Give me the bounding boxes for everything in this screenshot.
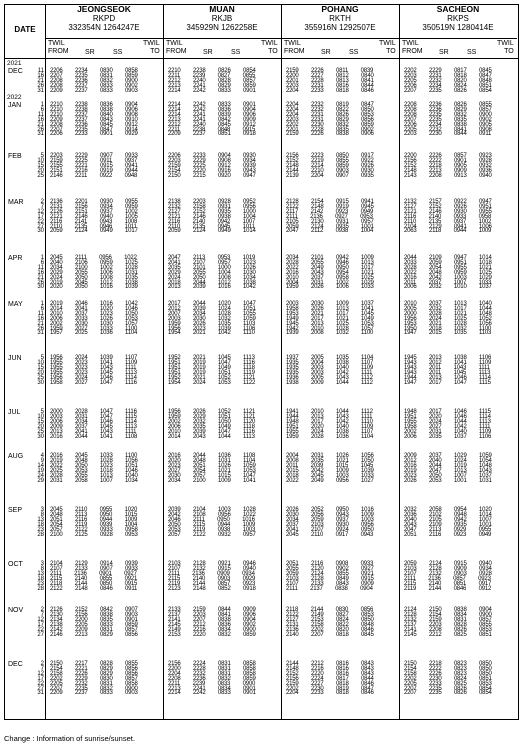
station-times: 2016 2045 1033 1100 2019 2048 1028 1056 2022 2050 1023 1051 2025 2053 1018 1046 2028 2055 1013 1040 2031 2058 1007 1034 [50,453,138,484]
day-numbers: 1 6 11 16 21 26 31 [37,301,44,337]
month-block [5,301,518,351]
station-times: 2159 2226 0811 0839 2200 2227 0812 0840 2201 2228 0813 0841 2203 2231 0816 0844 2204 2233 0818 0846 [286,68,374,94]
station-header [45,5,163,32]
station-times: 2132 2157 0922 0947 2127 2152 0926 0951 2121 2146 0930 0955 2116 2140 0933 0958 2110 2135 0937 1002 2104 2129 0941 1006 2063 2118 0944 1009 [404,199,492,235]
subheader-twil-from: TWIL FROM [166,40,187,55]
subheader-ss: SS [231,49,241,56]
station-times: 2126 2152 0842 0907 2130 2156 0838 0903 2134 2200 0835 0901 2138 2205 0833 0859 2142 2209 0831 0857 2146 2213 0829 0856 [50,607,138,638]
month-label: MAR [8,199,24,206]
subheader-ss: SS [349,49,359,56]
station-times: 2128 2154 0915 0941 2122 2148 0919 0945 2117 2142 0923 0949 2111 2136 0927 0953 2105 2130 0931 0957 2059 2124 0935 1001 2047 2112 0938 1004 [286,199,374,235]
day-numbers: 3 8 13 18 23 28 [37,561,44,592]
table-header [5,5,518,59]
station-times: 1956 2024 1039 1107 1955 2023 1041 1109 1955 2023 1043 1111 1955 2023 1045 1113 1956 2024 1046 1114 1958 2027 1047 1116 [50,355,138,386]
year-label: 2021 [7,60,22,67]
sunrise-sunset-table [4,4,519,720]
subheader-sr: SR [203,49,213,56]
day-numbers: 4 9 14 19 24 29 [37,453,44,484]
subheader-twil-to: TWIL TO [261,40,278,55]
day-numbers: 5 10 15 20 25 [37,153,44,179]
station-times: 2039 2104 1003 1028 2042 2108 0956 1022 2046 2111 0950 1016 2050 2115 0944 1009 2053 2119 0938 1003 2057 2122 0932 0957 [168,507,256,538]
station-coord: 345929N 1262258E [186,23,258,32]
year-label: 2022 [7,94,22,101]
station-times: 2032 2058 0954 1020 2036 2102 0948 1014 2040 2105 0942 1007 2043 2109 0935 1001 2047 2113 0929 0955 2051 2116 0923 0949 [404,507,492,538]
station-times: 2144 2212 0816 0843 2148 2216 0816 0843 2152 2220 0816 0843 2156 2224 0817 0844 2159 2227 0818 0846 2202 2230 0819 0847 2204 2233 0818 0846 [286,661,374,697]
subheader-twil-from: TWIL FROM [48,40,69,55]
station-coord: 332354N 1264247E [68,23,140,32]
station-times: 2206 2234 0830 0858 2207 2235 0831 0859 2208 2236 0832 0900 2208 2237 0833 0902 2209 2237 0833 0903 [50,68,138,94]
month-block [5,94,518,149]
station-header [399,5,517,32]
day-numbers: 2 7 12 17 22 27 [37,607,44,638]
month-label: JUL [8,409,21,416]
station-times: 2003 2030 1009 1037 1958 2026 1013 1041 1953 2021 1017 1045 1949 2017 1021 1049 1945 2013 1025 1053 1942 2010 1028 1057 1939 2008 1032 1100 [286,301,374,337]
station-code: RKPD [92,14,116,23]
column-subheader [281,38,399,59]
day-numbers: 2 7 12 17 22 27 30 [37,199,44,235]
subheader-sr: SR [439,49,449,56]
day-numbers: 11 16 21 26 31 [37,68,44,94]
month-block [5,153,518,203]
station-times: 2138 2203 0928 0952 2132 2158 0931 0956 2127 2152 0935 1000 2121 2146 0938 1004 2116 2140 0942 1007 2110 2135 0945 1011 2059 2124 0949 1014 [168,199,256,235]
month-block [5,661,518,711]
station-times: 1952 2021 1045 1113 1951 2019 1047 1116 1951 2019 1049 1118 1951 2019 1051 1119 1952 2021 1052 1121 1954 2024 1053 1122 [168,355,256,386]
day-numbers: 5 10 15 20 25 30 [37,355,44,386]
station-header [163,5,281,32]
month-block [5,199,518,249]
subheader-ss: SS [113,49,123,56]
station-times: 2019 2046 1016 1042 2014 2041 1020 1046 2010 2037 1023 1050 2006 2033 1026 1053 2002 2030 1030 1057 1959 2027 1033 1100 1957 2025 1036 1104 [50,301,138,337]
month-block [5,607,518,657]
station-coord: 350519N 1280414E [422,23,494,32]
day-numbers: 1 6 11 16 21 26 31 [37,102,44,138]
month-label: SEP [8,507,23,514]
station-times: 1956 2026 1052 1121 1959 2029 1051 1121 2002 2032 1050 1120 2006 2035 1049 1118 2010 2039 1047 1116 2014 2043 1044 1113 [168,409,256,440]
subheader-twil-to: TWIL TO [379,40,396,55]
month-label: FEB [8,153,22,160]
day-numbers: 5 10 15 20 25 30 [37,409,44,440]
station-times: 2202 2229 0817 0845 2203 2231 0818 0847 2205 2232 0820 0848 2206 2234 0824 0851 2207 2235 0826 0854 [404,68,492,94]
subheader-twil-to: TWIL TO [497,40,514,55]
station-times: 2000 2028 1047 1116 2003 2031 1047 1115 2006 2034 1046 1114 2009 2037 1045 1113 2013 2041 1043 1111 2016 2044 1041 1108 [50,409,138,440]
station-times: 2044 2109 0947 1014 2033 2059 0951 1018 2028 2054 0955 1021 2022 2048 0959 1025 2016 2042 1003 1029 2011 2037 1007 1033 2006 2032 1010 1037 [404,255,492,291]
month-label: OCT [8,561,23,568]
subheader-twil-from: TWIL FROM [402,40,423,55]
month-label: AUG [8,453,24,460]
station-times: 1945 2013 1038 1106 1943 2012 1041 1109 1943 2011 1043 1111 1943 2011 1045 1113 1944 2013 1046 1114 1947 2017 1047 1115 [404,355,492,386]
station-times: 1937 2005 1035 1104 1935 2004 1038 1107 1935 2003 1040 1109 1935 2003 1042 1111 1936 2005 1043 1112 1938 2009 1044 1112 [286,355,374,386]
station-times: 2206 2233 0904 0930 2203 2229 0908 0934 2159 2225 0912 0939 2154 2220 0916 0943 2150 2215 0920 0947 [168,153,256,179]
month-label: JAN [8,102,22,109]
station-times: 2103 2128 0921 0946 2107 2132 0915 0940 2111 2136 0909 0934 2115 2140 0903 0929 2119 2144 0857 0923 2123 2148 0852 0918 [168,561,256,592]
month-block [5,355,518,405]
day-numbers: 1 6 11 16 21 26 30 [37,255,44,291]
station-times: 2133 2159 0844 0909 2137 2203 0841 0906 2141 2207 0838 0904 2145 2212 0836 0902 2149 2216 0834 0900 2153 2220 0832 0859 [168,607,256,638]
month-label: MAY [8,301,23,308]
station-times: 2156 2223 0850 0917 2152 2219 0855 0922 2148 2214 0859 0926 2144 2210 0903 0930 2139 2204 0907 0935 [286,153,374,179]
column-subheader [45,38,163,59]
station-times: 2004 2031 1026 1056 2008 2035 1021 1050 2011 2039 1015 1045 2015 2042 1009 1039 2018 2045 1003 1033 2022 2049 0956 1027 [286,453,374,484]
month-label: DEC [8,68,23,75]
day-numbers: 3 8 13 18 23 28 [37,507,44,538]
month-label: DEC [8,661,23,668]
station-times: 2017 2044 1020 1047 2012 2039 1024 1051 2007 2034 1028 1055 2003 2030 1032 1059 1959 2026 1035 1103 1956 2023 1039 1106 1954 2021 1042 1110 [168,301,256,337]
station-code: RKTH [329,14,351,23]
station-name: MUAN [209,4,235,14]
subheader-sr: SR [85,49,95,56]
station-times: 2150 2218 0823 0850 2154 2222 0823 0850 2158 2226 0823 0850 2202 2230 0824 0851 2205 2233 0825 0853 2207 2235 0826 0854 2207 2235 0826 0854 [404,661,492,697]
month-block [5,507,518,557]
station-times: 2210 2238 0836 0904 2210 2238 0838 0906 2210 2237 0840 0908 2209 2237 0843 0910 2208 2236 0845 0912 2207 2235 0847 0914 2206 2233 0901 0929 [50,102,138,138]
month-block [5,255,518,305]
station-times: 2136 2201 0930 0955 2131 2156 0934 0959 2126 2151 0937 1002 2121 2146 0940 1005 2116 2141 0943 1008 2110 2135 0946 1011 2059 2124 0949 1017 [50,199,138,235]
station-times: 2150 2217 0828 0855 2154 2221 0829 0856 2158 2226 0829 0856 2202 2229 0830 0857 2205 2232 0831 0858 2207 2235 0832 0900 2209 2237 0833 0903 [50,661,138,697]
subheader-ss: SS [467,49,477,56]
station-code: RKPS [447,14,469,23]
station-times: 2047 2113 0953 1019 2041 2107 0957 1023 2035 2101 1000 1026 2029 2055 1004 1030 2024 2050 1008 1034 2018 2044 1012 1038 2013 2039 1016 1042 [168,255,256,291]
station-times: 2210 2238 0826 0854 2211 2239 0827 0855 2212 2240 0828 0857 2213 2241 0829 0859 2214 2242 0833 0901 [168,68,256,94]
month-block [5,453,518,503]
station-times: 2016 2044 1036 1108 2020 2048 1031 1104 2023 2051 1026 1059 2027 2054 1021 1053 2030 2057 1015 1047 2034 2100 1009 1041 [168,453,256,484]
station-name: SACHEON [436,4,480,14]
month-label: JUN [8,355,22,362]
footer-note: Change : Information of sunrise/sunset. [4,734,135,743]
station-times: 2124 2150 0838 0904 2128 2154 0834 0900 2132 2159 0831 0857 2137 2203 0828 0855 2141 2208 0826 0853 2145 2212 0825 0851 [404,607,492,638]
station-times: 2214 2242 0833 0901 2214 2242 0836 0904 2214 2241 0839 0906 2213 2241 0842 0909 2212 2240 0845 0912 2211 2238 0848 0915 2209 2237 0851 0918 [168,102,256,138]
station-times: 2051 2116 0908 0933 2055 2120 0902 0927 2059 2124 0855 0921 2103 2128 0849 0915 2107 2133 0843 0909 2111 2137 0838 0904 [286,561,374,592]
subheader-sr: SR [321,49,331,56]
station-times: 2045 2110 0955 1020 2048 2113 0950 1015 2051 2116 0944 1009 2054 2119 0939 1004 2057 2122 0933 0958 2100 2125 0928 0953 [50,507,138,538]
station-times: 2059 2124 0915 0940 2103 2128 0909 0934 2107 2132 0903 0928 2111 2136 0857 0923 2115 2140 0851 0917 2119 2144 0846 0912 [404,561,492,592]
station-coord: 355916N 1292507E [304,23,376,32]
station-header [281,5,399,32]
station-name: POHANG [321,4,359,14]
station-times: 2104 2129 0914 0939 2107 2133 0907 0933 2111 2136 0901 0927 2115 2140 0855 0921 2118 2144 0850 0915 2122 2148 0846 0911 [50,561,138,592]
station-times: 2204 2232 0819 0847 2204 2232 0822 0850 2204 2231 0826 0853 2203 2231 0829 0856 2202 2230 0832 0859 2201 2228 0835 0902 2159 2226 0838 0906 [286,102,374,138]
station-times: 2009 2037 1029 1059 2012 2040 1024 1054 2016 2044 1019 1048 2019 2047 1013 1043 2023 2050 1007 1037 2026 2053 1001 1031 [404,453,492,484]
station-times: 1941 2010 1044 1112 1944 2013 1043 1111 1948 2017 1042 1110 1951 2020 1040 1109 1955 2024 1038 1107 1959 2028 1036 1104 [286,409,374,440]
day-numbers: 2 7 12 17 22 27 31 [37,661,44,697]
station-times: 2156 2224 0831 0858 2200 2228 0831 0858 2204 2232 0831 0858 2208 2236 0832 0859 2211 2239 0833 0900 2213 2241 0834 0901 2214 2242 0833 0901 [168,661,256,697]
station-times: 2118 2144 0830 0856 2122 2149 0827 0853 2127 2153 0824 0850 2131 2158 0822 0848 2136 2202 0820 0846 2140 2207 0818 0845 [286,607,374,638]
table-body [5,59,518,719]
station-times: 2203 2229 0907 0933 2159 2225 0911 0937 2155 2221 0915 0941 2151 2216 0919 0944 2146 2211 0922 0948 [50,153,138,179]
month-block [5,561,518,611]
station-times: 1948 2017 1046 1115 1951 2020 1046 1114 1955 2024 1044 1113 1958 2027 1042 1111 2002 2031 1040 1109 2006 2035 1037 1106 [404,409,492,440]
station-name: JEONGSEOK [77,4,131,14]
subheader-twil-to: TWIL TO [143,40,160,55]
station-times: 2208 2236 0826 0855 2208 2236 0829 0857 2208 2235 0832 0900 2207 2235 0835 0902 2206 2234 0838 0905 2205 2232 0841 0908 2203 2230 0844 0911 [404,102,492,138]
station-times: 2200 2226 0857 0923 2156 2222 0901 0928 2152 2218 0905 0932 2148 2213 0909 0936 2143 2208 0913 0940 [404,153,492,179]
month-label: APR [8,255,23,262]
station-code: RKJB [211,14,233,23]
date-column-header: DATE [14,25,36,34]
month-block [5,409,518,459]
month-label: NOV [8,607,24,614]
station-times: 2045 2111 0956 1022 2040 2106 0959 1025 2034 2100 1002 1028 2029 2055 1006 1031 2024 2050 1008 1035 2019 2045 1012 1038 2020 2050 1016 1039 [50,255,138,291]
column-subheader [163,38,281,59]
station-times: 2034 2101 0942 1009 2028 2055 0946 1013 2022 2049 0950 1017 2016 2043 0954 1021 2010 2037 0958 1025 2004 2031 1002 1029 1959 2026 1006 1033 [286,255,374,291]
subheader-twil-from: TWIL FROM [284,40,305,55]
column-subheader [399,38,517,59]
station-times: 2026 2052 0950 1016 2030 2056 0943 1009 2034 2059 0937 1003 2037 2103 0930 0956 2041 2107 0924 0950 2045 2110 0917 0943 [286,507,374,538]
station-times: 2010 2037 1013 1040 2005 2032 1017 1044 2000 2028 1021 1048 1956 2024 1025 1052 1953 2021 1028 1056 1950 2018 1032 1100 1947 2015 1035 1103 [404,301,492,337]
